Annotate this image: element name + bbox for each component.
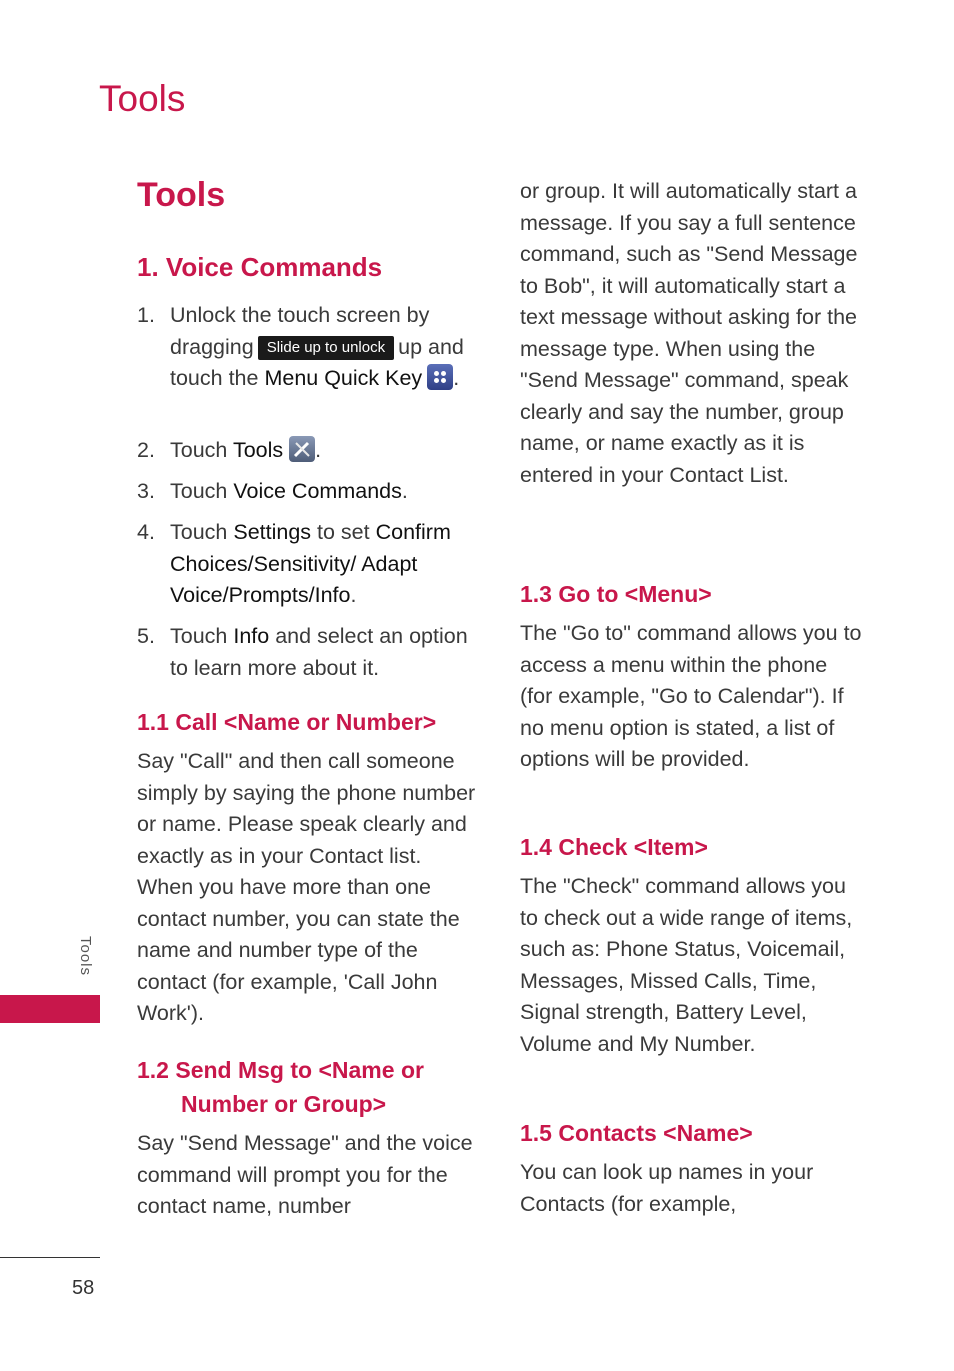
- voice-commands-label: Voice Commands: [233, 479, 402, 503]
- call-description: Say "Call" and then call someone simply by saying the phone number or name. Please speak clearly and exactly as in your Contact list. When you have more than one contact number, you can state the name and number type of the contact (for example, 'Call John Work').: [137, 749, 476, 1025]
- step-5: 5. Touch Info and select an option to learn more about it.: [137, 621, 482, 684]
- tools-label: Tools: [232, 438, 284, 462]
- go-to-menu-heading: 1.3 Go to <Menu>: [520, 581, 712, 607]
- side-tab-bar: [0, 995, 100, 1023]
- menu-quick-key-label: Menu Quick Key: [264, 366, 423, 390]
- menu-key-icon: [427, 364, 453, 390]
- settings-label: Settings: [233, 520, 312, 544]
- info-label: Info: [233, 624, 270, 648]
- check-item-heading: 1.4 Check <Item>: [520, 834, 708, 860]
- step-number: 3.: [137, 479, 155, 503]
- step-1: 1. Unlock the touch screen by dragging Slide up to unlock up and touch the Menu Quick Key .: [137, 300, 482, 395]
- slide-up-to-unlock-button: Slide up to unlock: [258, 336, 394, 360]
- tools-icon: [289, 436, 315, 462]
- step-number: 1.: [137, 303, 155, 327]
- step-number: 5.: [137, 624, 155, 648]
- step-number: 4.: [137, 520, 155, 544]
- contacts-name-heading: 1.5 Contacts <Name>: [520, 1120, 753, 1146]
- page-title: Tools: [99, 78, 186, 119]
- settings-options-label: Confirm Choices/Sensitivity/ Adapt Voice/Prompts/Info: [170, 520, 451, 607]
- call-name-or-number-heading: 1.1 Call <Name or Number>: [137, 709, 437, 735]
- check-item-description: The "Check" command allows you to check out a wide range of items, such as: Phone Status, Voicemail, Messages, Missed Calls, Time, Signal strength, Battery Level, Volume and My Number.: [520, 874, 853, 1056]
- page-number: 58: [72, 1277, 95, 1299]
- send-msg-description-continued: or group. It will automatically start a message. If you say a full sentence command, such as "Send Message to Bob", it will automatically start a text message without asking for the message type. When using the "Send Message" command, speak clearly and say the number, group name, or name exactly as it is entered in your Contact List.: [520, 179, 858, 487]
- voice-commands-heading: 1. Voice Commands: [137, 252, 383, 282]
- step-number: 2.: [137, 438, 155, 462]
- footer-rule: [0, 1257, 100, 1258]
- send-msg-description: Say "Send Message" and the voice command will prompt you for the contact name, number: [137, 1131, 473, 1218]
- step-2: 2. Touch Tools .: [137, 435, 482, 467]
- side-tab-label: Tools: [77, 936, 94, 977]
- go-to-menu-description: The "Go to" command allows you to access a menu within the phone (for example, "Go to Calendar"). If no menu option is stated, a list of options will be provided.: [520, 621, 862, 771]
- send-msg-heading: 1.2 Send Msg to <Name or Number or Group>: [137, 1057, 424, 1117]
- step-3: 3. Touch Voice Commands.: [137, 476, 482, 508]
- section-main-heading: Tools: [137, 176, 226, 214]
- contacts-name-description: You can look up names in your Contacts (for example,: [520, 1160, 814, 1216]
- step-4: 4. Touch Settings to set Confirm Choices/Sensitivity/ Adapt Voice/Prompts/Info.: [137, 517, 482, 612]
